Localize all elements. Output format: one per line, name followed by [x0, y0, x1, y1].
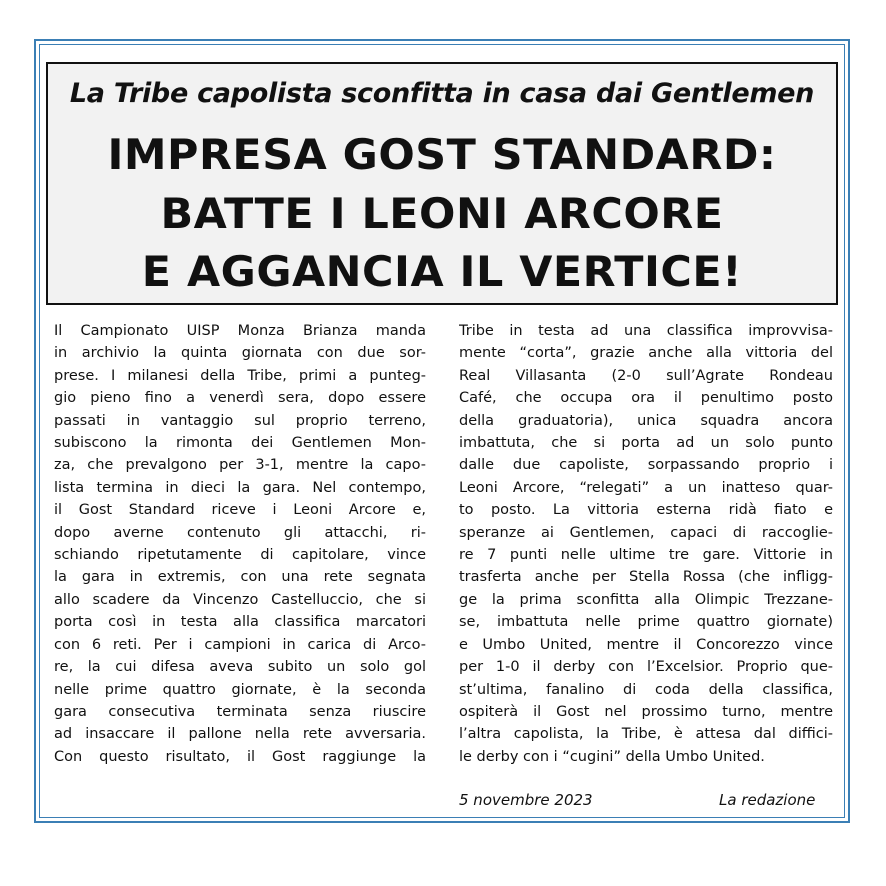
text-line: allo scadere da Vincenzo Castelluccio, che si — [54, 591, 426, 608]
text-line: trasferta anche per Stella Rossa (che infligg- — [459, 569, 833, 586]
text-line: dalle due capoliste, sorpassando proprio i — [459, 457, 833, 474]
text-line: za, che prevalgono per 3-1, mentre la capo- — [54, 457, 426, 474]
kicker-headline: La Tribe capolista sconfitta in casa dai Gentlemen — [69, 78, 815, 109]
text-line: dopo averne contenuto gli attacchi, ri- — [54, 524, 426, 541]
text-line: re, la cui difesa aveva subito un solo gol — [54, 659, 426, 676]
text-line: schiando ripetutamente di capitolare, vince — [54, 547, 426, 564]
text-line: lista termina in dieci la gara. Nel contempo, — [54, 479, 426, 496]
text-line: Tribe in testa ad una classifica improvvisa- — [459, 323, 833, 339]
text-line: gio pieno fino a venerdì sera, dopo essere — [54, 390, 426, 407]
text-line: le derby con i “cugini” della Umbo United. — [459, 748, 765, 765]
text-line: se, imbattuta nelle prime quattro giornate) — [459, 614, 833, 631]
article-left-column — [54, 320, 426, 768]
text-line: speranze ai Gentlemen, capaci di raccoglie- — [459, 524, 833, 541]
text-line: Con questo risultato, il Gost raggiunge la — [54, 748, 426, 765]
text-line: per 1-0 il derby con l’Excelsior. Proprio que- — [459, 659, 833, 676]
text-line: re 7 punti nelle ultime tre gare. Vittorie in — [459, 547, 833, 564]
text-line: ge la prima sconfitta alla Olimpic Trezzane- — [459, 591, 833, 608]
text-line: Il Campionato UISP Monza Brianza manda — [54, 323, 426, 339]
text-line: il Gost Standard riceve i Leoni Arcore e, — [54, 502, 426, 519]
text-line: passati in vantaggio sul proprio terreno, — [54, 412, 426, 429]
text-line: l’altra capolista, la Tribe, è attesa dal diffici- — [459, 726, 833, 743]
main-title-line-2: BATTE I LEONI ARCORE — [160, 189, 724, 238]
headline-box — [46, 62, 838, 305]
text-line: imbattuta, che si porta ad un solo punto — [459, 435, 833, 452]
article-author: La redazione — [719, 791, 816, 809]
text-line: to posto. La vittoria esterna ridà fiato e — [459, 502, 833, 519]
text-line: prese. I milanesi della Tribe, primi a punteg- — [54, 367, 426, 384]
text-line: nelle prime quattro giornate, è la seconda — [54, 681, 426, 698]
text-line: ad insaccare il pallone nella rete avversaria. — [54, 726, 426, 743]
article-date: 5 novembre 2023 — [459, 791, 593, 809]
text-line: st’ultima, fanalino di coda della classifica, — [459, 681, 833, 698]
text-line: e Umbo United, mentre il Concorezzo vince — [459, 636, 833, 653]
text-line: mente “corta”, grazie anche alla vittoria del — [459, 345, 833, 362]
article-right-column — [459, 320, 833, 768]
text-line: Café, che occupa ora il penultimo posto — [459, 390, 833, 407]
text-line: subiscono la rimonta dei Gentlemen Mon- — [54, 435, 426, 452]
text-line: Leoni Arcore, “relegati” a un inatteso quar- — [459, 479, 833, 496]
text-line: della graduatoria), unica squadra ancora — [459, 412, 833, 429]
text-line: in archivio la quinta giornata con due sor- — [54, 345, 426, 362]
text-line: ospiterà il Gost nel prossimo turno, mentre — [459, 703, 833, 720]
text-line: gara consecutiva terminata senza riuscire — [54, 703, 426, 720]
text-line: porta così in testa alla classifica marcatori — [54, 614, 426, 631]
main-title-line-1: IMPRESA GOST STANDARD: — [107, 130, 777, 179]
main-title-line-3: E AGGANCIA IL VERTICE! — [141, 247, 743, 296]
text-line: la gara in extremis, con una rete segnata — [54, 569, 426, 586]
text-line: con 6 reti. Per i campioni in carica di Arco- — [54, 636, 426, 653]
text-line: Real Villasanta (2-0 sull’Agrate Rondeau — [459, 367, 833, 384]
